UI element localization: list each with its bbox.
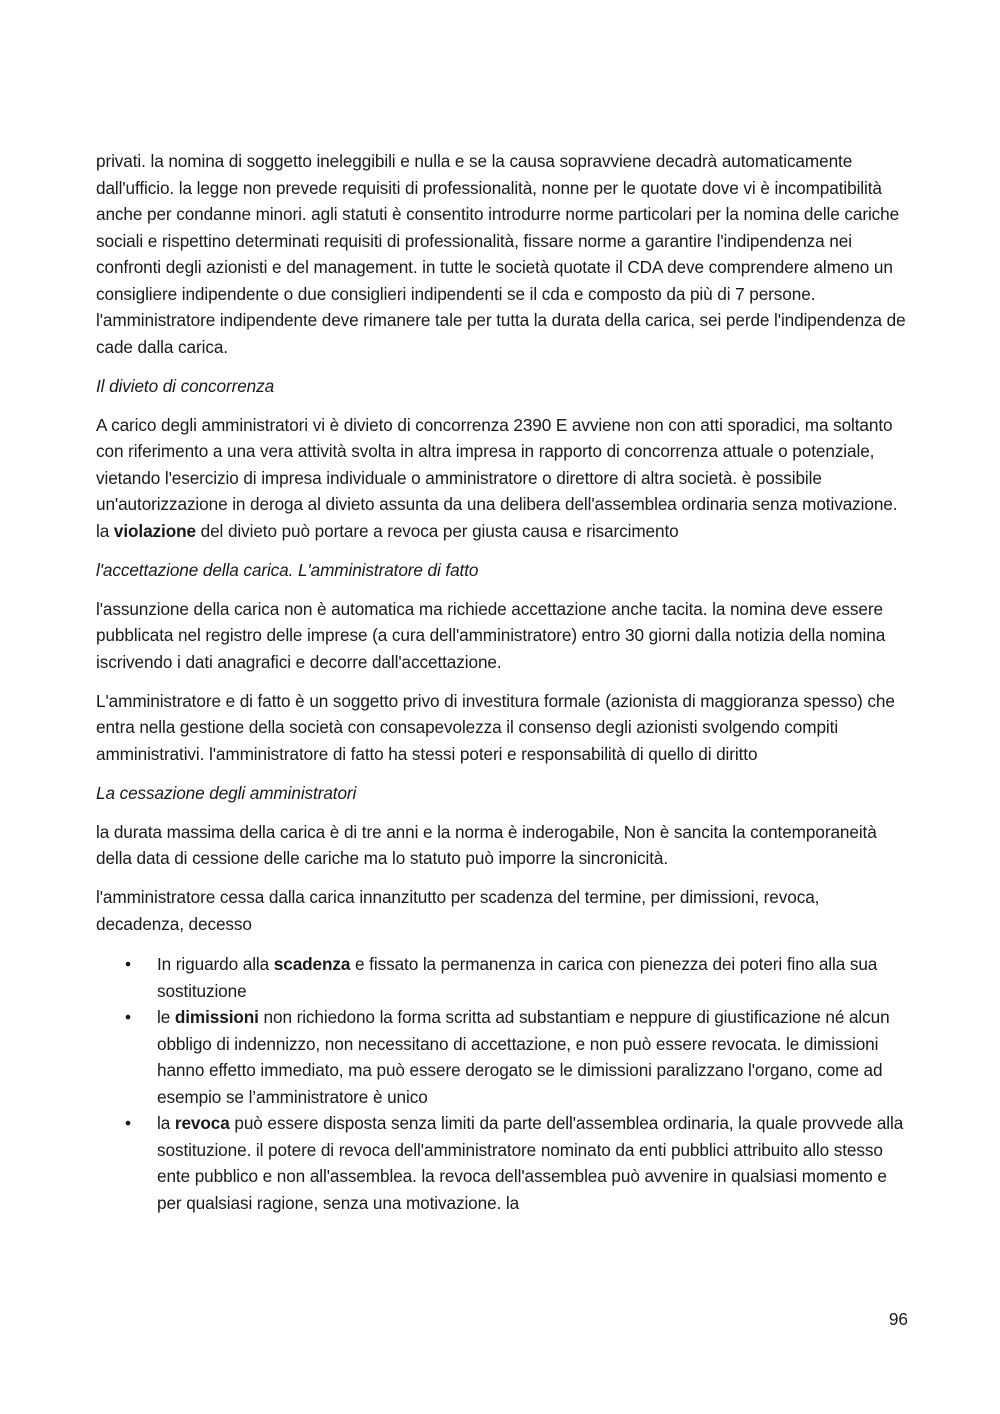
list-item-text: la (157, 1113, 175, 1133)
bullet-list (96, 951, 908, 1216)
bold-term: violazione (113, 520, 196, 541)
bullet-icon: • (125, 954, 131, 974)
bold-term: dimissioni (174, 1007, 259, 1027)
list-item (96, 951, 908, 1004)
paragraph-text: A carico degli amministratori vi è divieto di concorrenza 2390 E avviene non con atti sporadici, ma soltanto con riferimento a una vera attività svolta in altra impresa in rapporto di concorrenza attuale o potenziale, vietando l'esercizio di impresa individuale o amministratore o direttore di altra società. è possibile un'autorizzazione in deroga al divieto assunta da una delibera dell'assemblea ordinaria senza motivazione. la (96, 414, 898, 541)
list-item-text: non richiedono la forma scritta ad substantiam e neppure di giustificazione né alcun obbligo di indennizzo, non necessitano di accettazione, e non può essere revocata. le dimissioni hanno effetto immediato, ma può essere derogato se le dimissioni paralizzano l'organo, come ad esempio se l’amministratore è unico (157, 1007, 890, 1107)
section-heading: La cessazione degli amministratori (96, 782, 357, 803)
page-number: 96 (888, 1309, 908, 1329)
list-item (96, 1004, 908, 1110)
paragraph (96, 412, 908, 545)
list-item-text: le (157, 1007, 175, 1027)
paragraph-text: del divieto può portare a revoca per giusta causa e risarcimento (195, 520, 679, 541)
paragraph: l'assunzione della carica non è automatica ma richiede accettazione anche tacita. la nomina deve essere pubblicata nel registro delle imprese (a cura dell'amministratore) entro 30 giorni dalla notizia della nomina iscrivendo i dati anagrafici e decorre dall'accettazione. (96, 598, 886, 672)
list-item (96, 1110, 908, 1216)
bullet-icon: • (125, 1007, 131, 1027)
bullet-icon: • (125, 1113, 131, 1133)
paragraph: la durata massima della carica è di tre anni e la norma è inderogabile, Non è sancita la contemporaneità della data di cessione delle cariche ma lo statuto può imporre la sincronicità. (96, 821, 877, 868)
list-item-text: e fissato la permanenza in carica con pienezza dei poteri fino alla sua sostituzione (157, 954, 878, 1001)
list-item-text: può essere disposta senza limiti da parte dell'assemblea ordinaria, la quale provvede alla sostituzione. il potere di revoca dell'amministratore nominato da enti pubblici attribuito allo stesso ente pubblico e non all'assemblea. la revoca dell'assemblea può avvenire in qualsiasi momento e per qualsiasi ragione, senza una motivazione. la (157, 1113, 904, 1213)
document-page (96, 148, 908, 1216)
section-heading: Il divieto di concorrenza (96, 375, 275, 396)
bold-term: scadenza (273, 954, 351, 974)
paragraph: L'amministratore e di fatto è un soggetto privo di investitura formale (azionista di maggioranza spesso) che entra nella gestione della società con consapevolezza il consenso degli azionisti svolgendo compiti amministrativi. l'amministratore di fatto ha stessi poteri e responsabilità di quello di diritto (96, 690, 895, 764)
section-heading: l'accettazione della carica. L'amministratore di fatto (96, 559, 479, 580)
paragraph: l'amministratore cessa dalla carica innanzitutto per scadenza del termine, per dimissioni, revoca, decadenza, decesso (96, 887, 820, 934)
paragraph: privati. la nomina di soggetto ineleggibili e nulla e se la causa sopravviene decadrà automaticamente dall'ufficio. la legge non prevede requisiti di professionalità, nonne per le quotate dove vi è incompatibilità anche per condanne minori. agli statuti è consentito introdurre norme particolari per la nomina delle cariche sociali e rispettino determinati requisiti di professionalità, fissare norme a garantire l'indipendenza nei confronti degli azionisti e del management. in tutte le società quotate il CDA deve comprendere almeno un consigliere indipendente o due consiglieri indipendenti se il cda e composto da più di 7 persone. l'amministratore indipendente deve rimanere tale per tutta la durata della carica, sei perde l'indipendenza de cade dalla carica. (96, 151, 906, 357)
bold-term: revoca (174, 1113, 230, 1133)
list-item-text: In riguardo alla (157, 954, 274, 974)
